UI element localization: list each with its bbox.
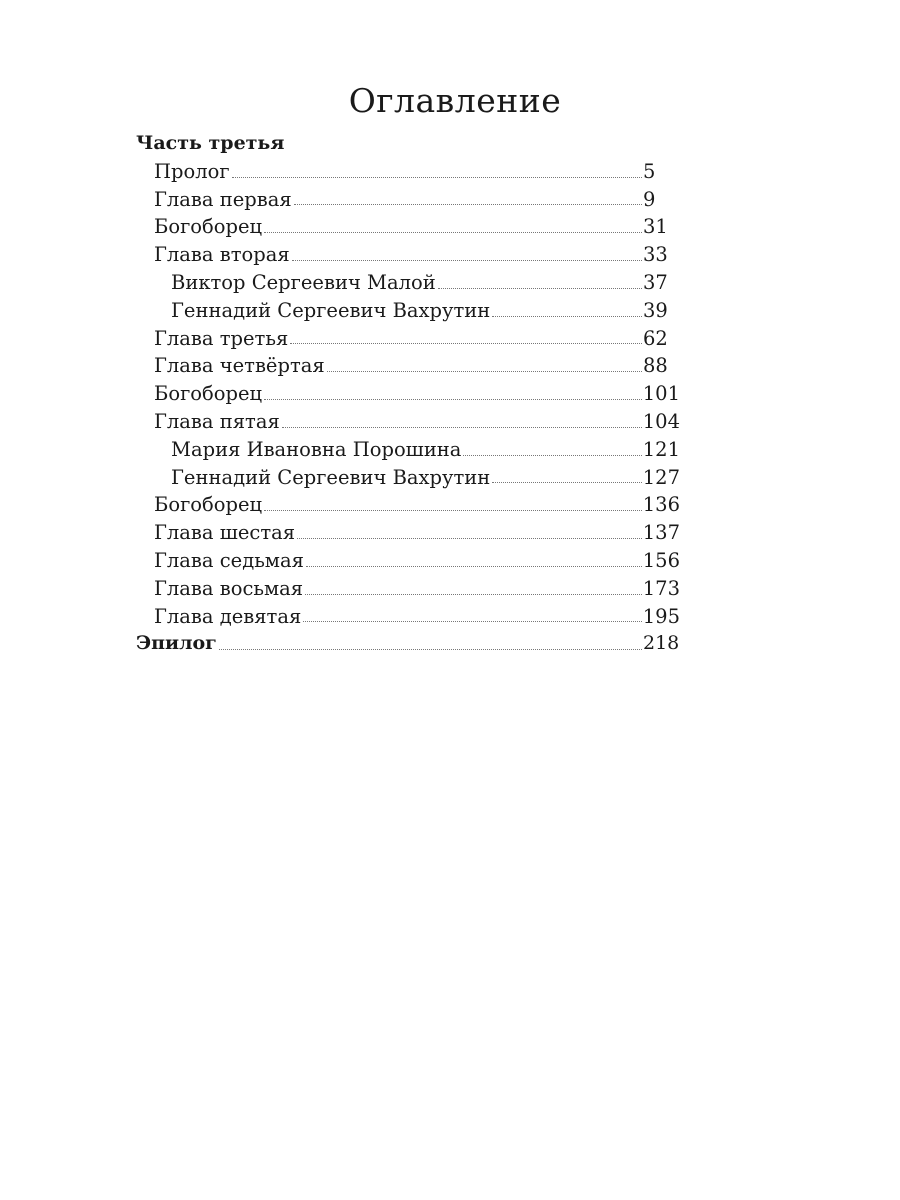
toc-entry-title: Геннадий Сергеевич Вахрутин bbox=[171, 298, 491, 322]
toc-entry-title: Глава седьмая bbox=[154, 548, 304, 572]
toc-entry-page-number: 195 bbox=[642, 604, 680, 628]
toc-entry-title: Глава первая bbox=[154, 187, 292, 211]
toc-entry-page-number: 5 bbox=[643, 159, 656, 183]
dot-leader bbox=[282, 427, 642, 428]
toc-entry-page-number: 173 bbox=[642, 576, 680, 600]
toc-entry-page-number: 218 bbox=[643, 632, 680, 655]
toc-part-entry bbox=[136, 630, 680, 658]
toc-entry-title: Глава восьмая bbox=[154, 576, 304, 600]
toc-entry bbox=[136, 186, 680, 214]
toc-entry-title: Богоборец bbox=[154, 493, 263, 517]
toc-entry bbox=[136, 575, 680, 603]
toc-entry-title: Часть третья bbox=[136, 132, 285, 154]
dot-leader bbox=[297, 538, 642, 539]
toc-entry-page-number: 39 bbox=[643, 298, 668, 322]
dot-leader bbox=[219, 649, 642, 650]
dot-leader bbox=[264, 399, 642, 400]
dot-leader bbox=[438, 288, 642, 289]
toc-entry bbox=[136, 213, 680, 241]
toc-entry-page-number: 136 bbox=[642, 493, 680, 517]
toc-entry-title: Глава вторая bbox=[154, 243, 290, 267]
toc-entry-title: Глава девятая bbox=[154, 604, 302, 628]
toc-entry-title: Мария Ивановна Порошина bbox=[171, 437, 462, 461]
toc-entry-title: Глава шестая bbox=[154, 521, 296, 545]
dot-leader bbox=[492, 482, 642, 483]
toc-entry bbox=[136, 325, 680, 353]
dot-leader bbox=[264, 232, 642, 233]
toc-entry-page-number: 101 bbox=[642, 382, 680, 406]
toc-entry bbox=[136, 491, 680, 519]
toc-entry bbox=[136, 436, 680, 464]
toc-entry-page-number: 104 bbox=[642, 409, 680, 433]
toc-entry-title: Богоборец bbox=[154, 215, 263, 239]
dot-leader bbox=[305, 594, 642, 595]
toc-entry bbox=[136, 519, 680, 547]
toc-entry bbox=[136, 603, 680, 631]
toc-entry bbox=[136, 297, 680, 325]
dot-leader bbox=[292, 260, 642, 261]
dot-leader bbox=[232, 177, 642, 178]
table-of-contents bbox=[136, 130, 680, 658]
page-title: Оглавление bbox=[348, 81, 562, 120]
toc-entry-page-number: 31 bbox=[643, 215, 668, 239]
toc-entry-page-number: 88 bbox=[643, 354, 668, 378]
dot-leader bbox=[306, 566, 642, 567]
toc-entry bbox=[136, 241, 680, 269]
toc-entry-page-number: 121 bbox=[642, 437, 680, 461]
toc-entry-title: Глава пятая bbox=[154, 409, 280, 433]
toc-entry bbox=[136, 547, 680, 575]
toc-entry-page-number: 37 bbox=[643, 270, 668, 294]
toc-entry-page-number: 156 bbox=[642, 548, 680, 572]
dot-leader bbox=[492, 316, 642, 317]
toc-entry-title: Пролог bbox=[154, 159, 230, 183]
dot-leader bbox=[290, 343, 642, 344]
toc-entry-title: Эпилог bbox=[136, 632, 217, 655]
toc-entry-title: Глава четвёртая bbox=[154, 354, 325, 378]
toc-entry-page-number: 127 bbox=[642, 465, 680, 489]
toc-entry bbox=[136, 158, 680, 186]
toc-entry-title: Геннадий Сергеевич Вахрутин bbox=[171, 465, 491, 489]
toc-entry-page-number: 33 bbox=[643, 243, 668, 267]
dot-leader bbox=[303, 621, 641, 622]
toc-entry bbox=[136, 269, 680, 297]
toc-entry bbox=[136, 352, 680, 380]
toc-entry-page-number: 137 bbox=[642, 521, 680, 545]
dot-leader bbox=[294, 204, 642, 205]
toc-entry-page-number: 9 bbox=[643, 187, 656, 211]
toc-entry-page-number: 62 bbox=[643, 326, 668, 350]
toc-entry bbox=[136, 380, 680, 408]
dot-leader bbox=[463, 455, 641, 456]
toc-entry bbox=[136, 408, 680, 436]
toc-part-entry bbox=[136, 130, 680, 158]
toc-entry bbox=[136, 464, 680, 492]
dot-leader bbox=[327, 371, 642, 372]
dot-leader bbox=[264, 510, 642, 511]
toc-entry-title: Глава третья bbox=[154, 326, 289, 350]
toc-entry-title: Богоборец bbox=[154, 382, 263, 406]
toc-entry-title: Виктор Сергеевич Малой bbox=[171, 270, 436, 294]
